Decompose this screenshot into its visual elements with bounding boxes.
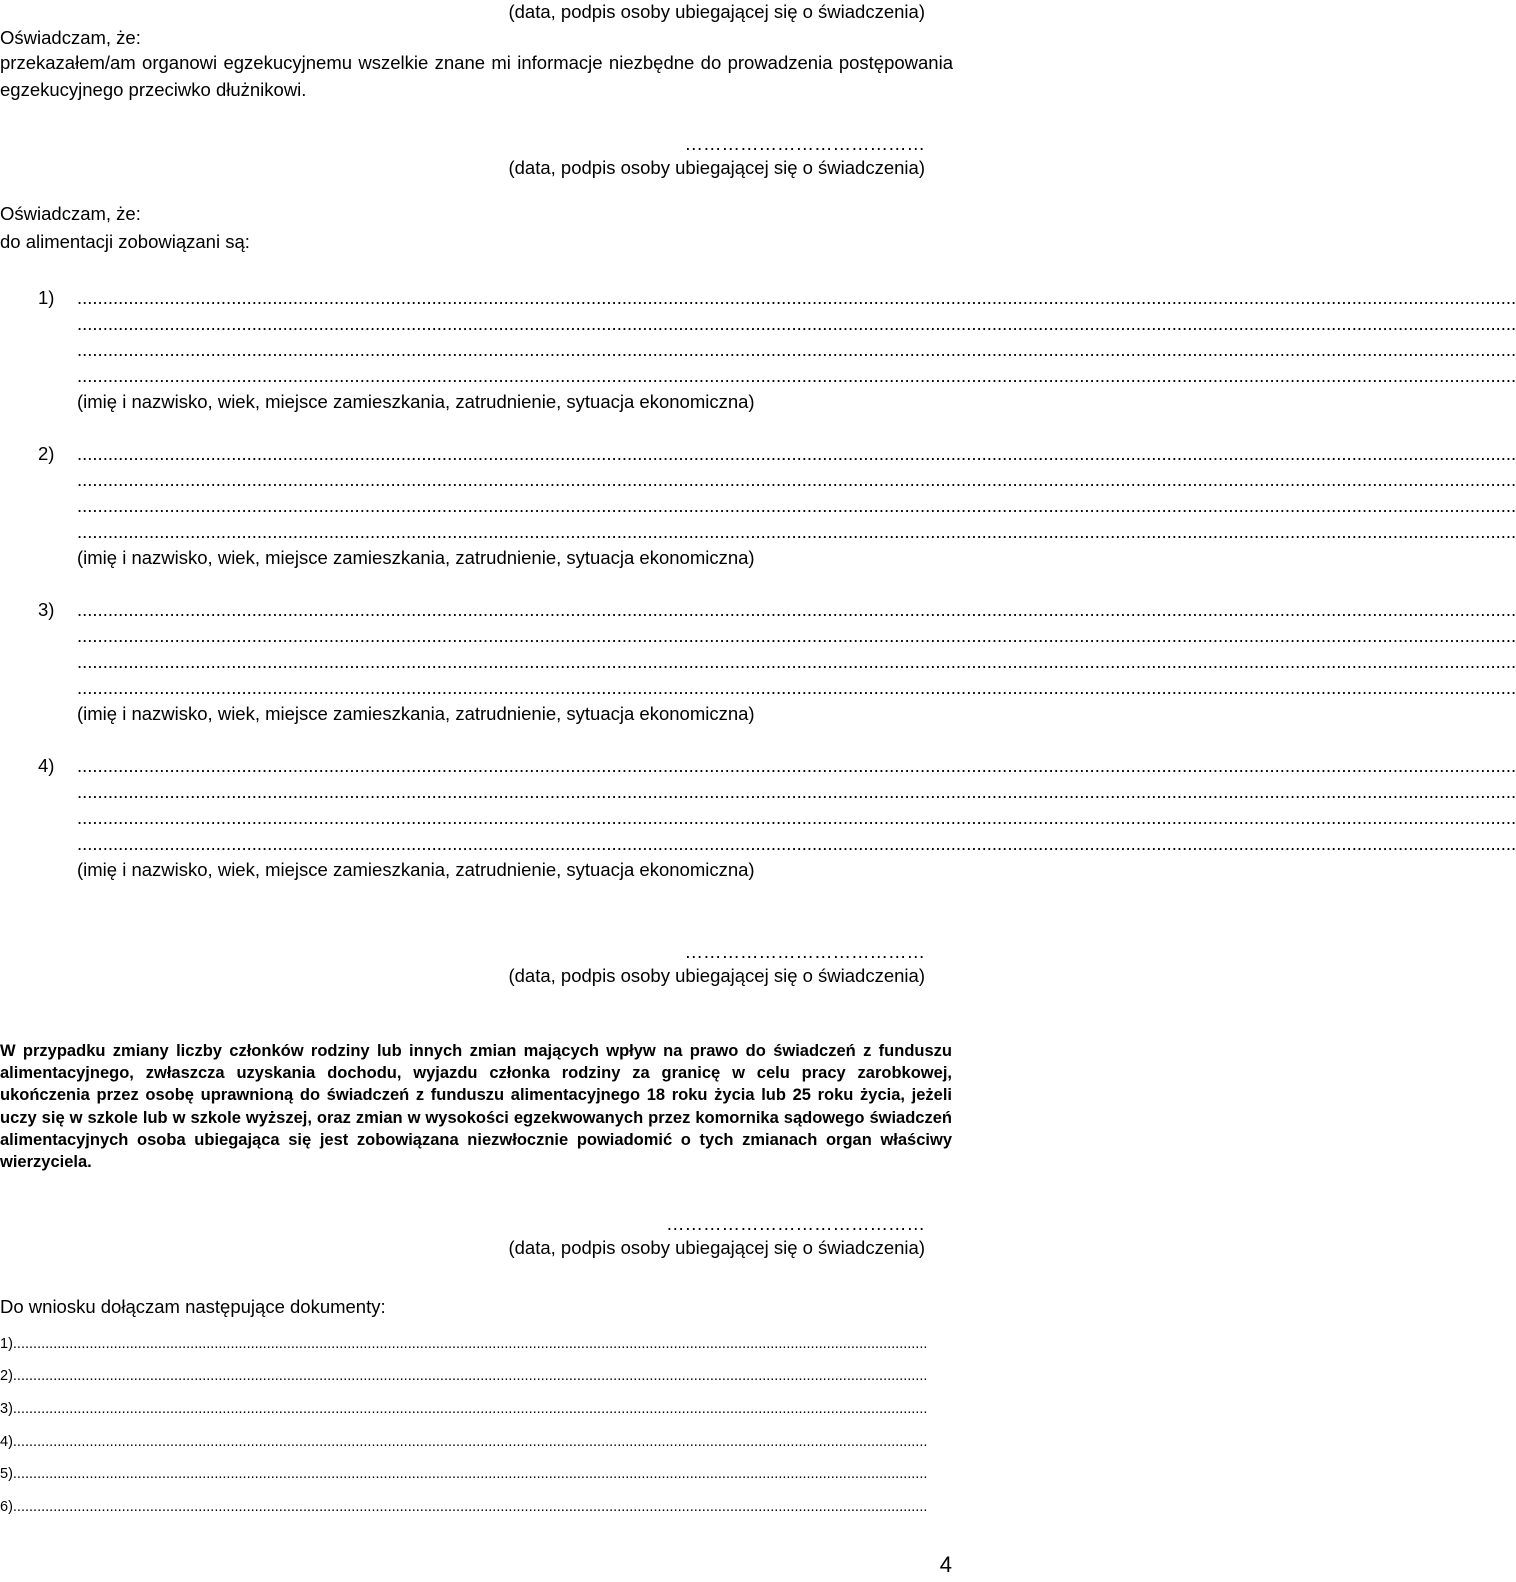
attachment-line [0, 1366, 928, 1386]
attachment-line [0, 1399, 928, 1419]
entry-caption: (imię i nazwisko, wiek, miejsce zamieszkania, zatrudnienie, sytuacja ekonomiczna) [77, 703, 755, 724]
fill-line: ........................................................................................................................................................................................................................................................................................ [77, 677, 1516, 698]
entry-label: 1) [38, 287, 55, 308]
fill-line: ................................................................................................................................................................................................................................... [12, 1499, 928, 1515]
attachment-line [0, 1334, 928, 1354]
attachment-label: 4) [0, 1434, 13, 1450]
declaration-heading: Oświadczam, że: [0, 203, 141, 224]
signature-caption: (data, podpis osoby ubiegającej się o świadczenia) [508, 1237, 925, 1258]
signature-caption: (data, podpis osoby ubiegającej się o świadczenia) [508, 965, 925, 986]
entry-caption: (imię i nazwisko, wiek, miejsce zamieszkania, zatrudnienie, sytuacja ekonomiczna) [77, 859, 755, 880]
attachment-label: 1) [0, 1336, 13, 1352]
entry-caption: (imię i nazwisko, wiek, miejsce zamieszkania, zatrudnienie, sytuacja ekonomiczna) [77, 547, 755, 568]
attachment-line [0, 1432, 928, 1452]
page-number: 4 [939, 1552, 952, 1577]
fill-line: ........................................................................................................................................................................................................................................................................................ [77, 339, 1516, 360]
attachment-line [0, 1464, 928, 1484]
attachments-heading: Do wniosku dołączam następujące dokumenty: [0, 1296, 386, 1317]
fill-line: ........................................................................................................................................................................................................................................................................................ [77, 469, 1516, 490]
signature-dots: ………………………………… [684, 941, 925, 962]
attachment-label: 2) [0, 1368, 13, 1384]
entry-label: 4) [38, 755, 55, 776]
fill-line: ........................................................................................................................................................................................................................................................................................ [77, 625, 1516, 646]
fill-line: ................................................................................................................................................................................................................................... [12, 1368, 928, 1384]
attachment-label: 3) [0, 1401, 13, 1417]
attachment-label: 5) [0, 1466, 13, 1482]
fill-line: ........................................................................................................................................................................................................................................................................................ [77, 651, 1516, 672]
fill-line: ................................................................................................................................................................................................................................... [12, 1336, 928, 1352]
fill-line: ........................................................................................................................................................................................................................................................................................ [77, 833, 1516, 854]
fill-line: ................................................................................................................................................................................................................................... [12, 1401, 928, 1417]
entry-caption: (imię i nazwisko, wiek, miejsce zamieszkania, zatrudnienie, sytuacja ekonomiczna) [77, 391, 755, 412]
fill-line: ........................................................................................................................................................................................................................................................................................ [77, 495, 1516, 516]
fill-line: ........................................................................................................................................................................................................................................................................................ [77, 287, 1516, 308]
signature-dots: …………………………………… [666, 1213, 925, 1234]
signature-caption: (data, podpis osoby ubiegającej się o świadczenia) [508, 157, 925, 178]
declaration-text: przekazałem/am organowi egzekucyjnemu wszelkie znane mi informacje niezbędne do prowadzenia postępowania egzekucyjnego przeciwko dłużnikowi. [0, 52, 953, 100]
declaration-heading: Oświadczam, że: [0, 27, 141, 48]
fill-line: ........................................................................................................................................................................................................................................................................................ [77, 807, 1516, 828]
fill-line: ........................................................................................................................................................................................................................................................................................ [77, 443, 1516, 464]
fill-line: ........................................................................................................................................................................................................................................................................................ [77, 313, 1516, 334]
signature-caption: (data, podpis osoby ubiegającej się o świadczenia) [508, 1, 925, 22]
signature-dots: ………………………………… [684, 133, 925, 154]
fill-line: ................................................................................................................................................................................................................................... [12, 1434, 928, 1450]
fill-line: ........................................................................................................................................................................................................................................................................................ [77, 755, 1516, 776]
entry-label: 2) [38, 443, 55, 464]
declaration-subheading: do alimentacji zobowiązani są: [0, 231, 250, 252]
fill-line: ........................................................................................................................................................................................................................................................................................ [77, 599, 1516, 620]
fill-line: ................................................................................................................................................................................................................................... [12, 1466, 928, 1482]
fill-line: ........................................................................................................................................................................................................................................................................................ [77, 521, 1516, 542]
fill-line: ........................................................................................................................................................................................................................................................................................ [77, 365, 1516, 386]
entry-label: 3) [38, 599, 55, 620]
notice-text: W przypadku zmiany liczby członków rodziny lub innych zmian mających wpływ na prawo do świadczeń z funduszu alimentacyjnego, zwłaszcza uzyskania dochodu, wyjazdu członka rodziny za granicę w celu pracy zarobkowej, ukończenia przez osobę uprawnioną do świadczeń z funduszu alimentacyjnego 18 roku życia lub 25 roku życia, jeżeli uczy się w szkole lub w szkole wyższej, oraz zmian w wysokości egzekwowanych przez komornika sądowego świadczeń alimentacyjnych osoba ubiegająca się jest zobowiązana niezwłocznie powiadomić o tych zmianach organ właściwy wierzyciela. [0, 1042, 952, 1172]
attachment-line [0, 1497, 928, 1517]
fill-line: ........................................................................................................................................................................................................................................................................................ [77, 781, 1516, 802]
attachment-label: 6) [0, 1499, 13, 1515]
